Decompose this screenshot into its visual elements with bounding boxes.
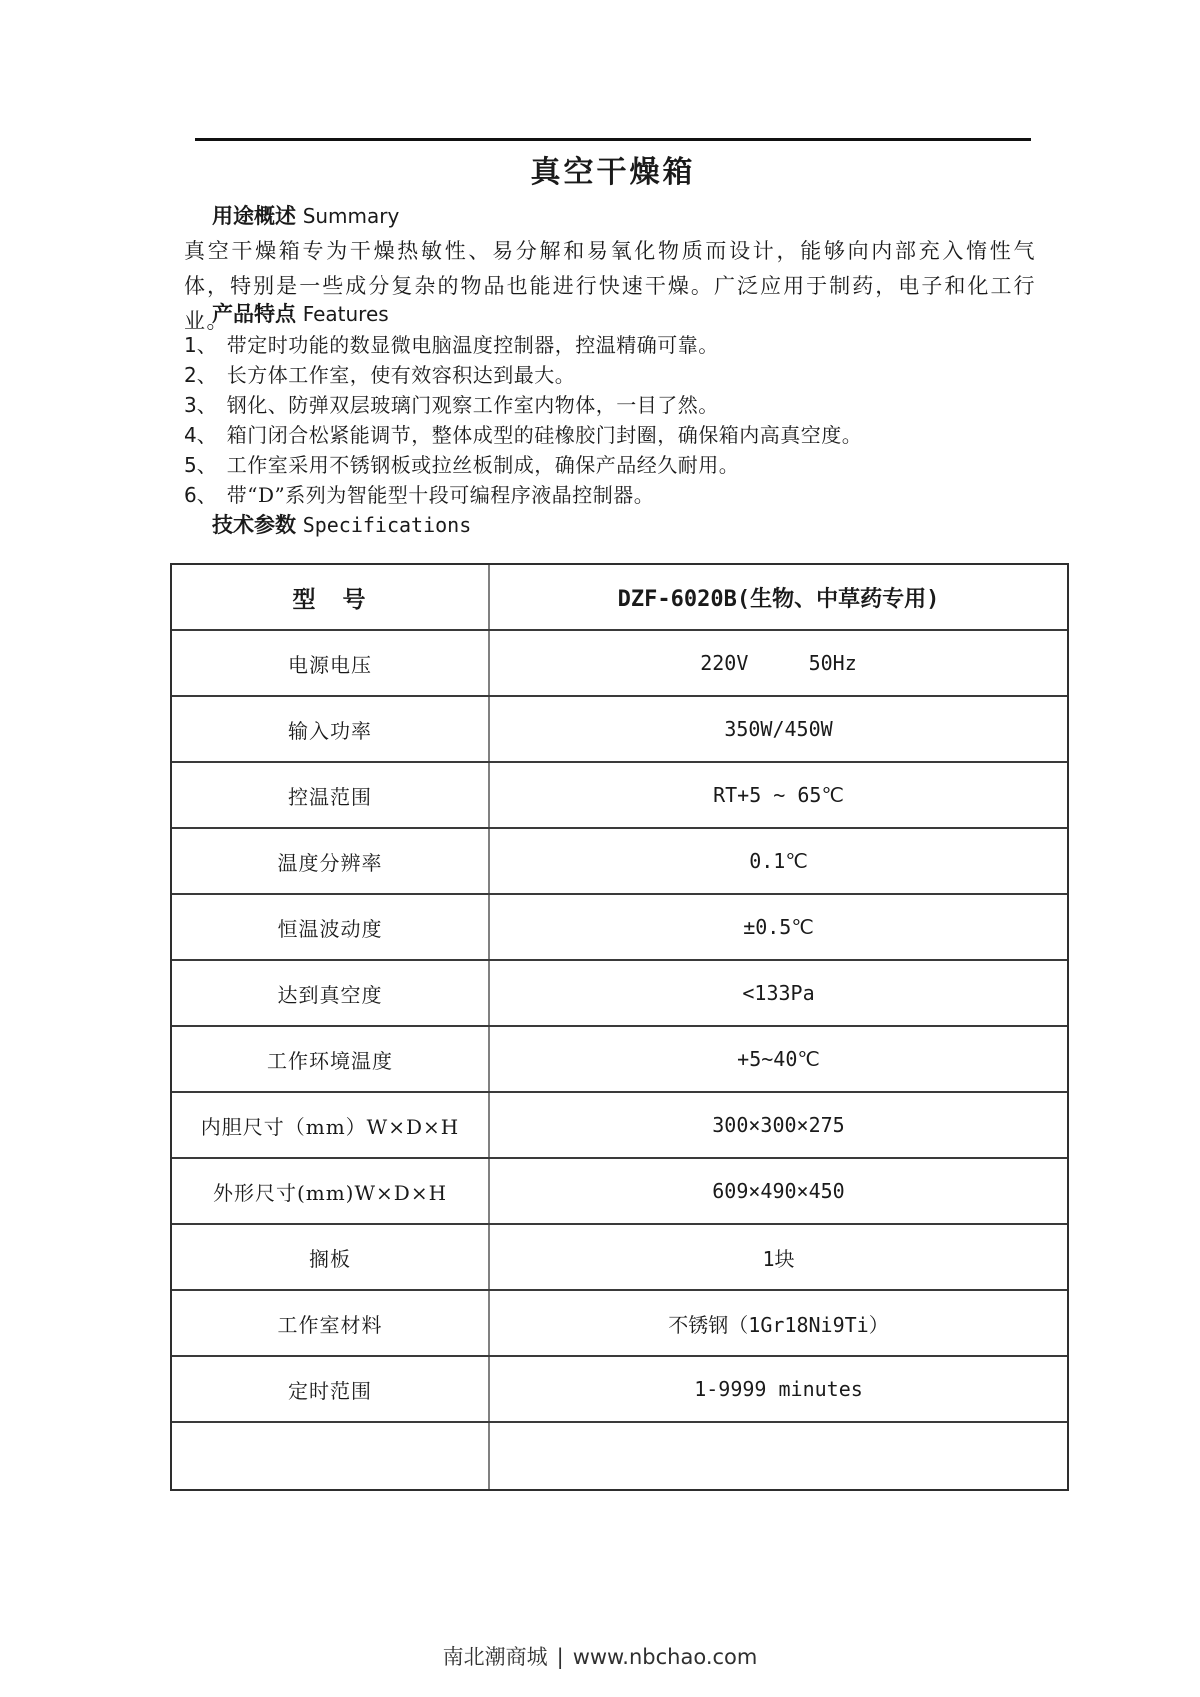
table-row — [172, 829, 1067, 895]
feature-item — [184, 360, 1050, 390]
feature-item-number: 4、 — [184, 423, 217, 447]
feature-list — [184, 330, 1050, 510]
table-row — [172, 763, 1067, 829]
spec-value: <133Pa — [742, 981, 815, 1005]
features-heading-en: Features — [302, 302, 389, 326]
table-row-empty — [172, 1423, 1067, 1489]
spec-value: 1-9999 minutes — [694, 1377, 863, 1401]
feature-item-text: 带定时功能的数显微电脑温度控制器，控温精确可靠。 — [226, 333, 719, 357]
spec-label: 输入功率 — [172, 697, 490, 761]
spec-value: 220V 50Hz — [700, 651, 857, 675]
spec-value: 不锈钢（1Gr18Ni9Ti） — [668, 1312, 889, 1337]
feature-item-text: 工作室采用不锈钢板或拉丝板制成，确保产品经久耐用。 — [226, 453, 740, 477]
specs-heading-zh: 技术参数 — [212, 512, 296, 537]
page-title: 真空干燥箱 — [530, 155, 696, 190]
spec-label: 控温范围 — [172, 763, 490, 827]
table-row — [172, 1027, 1067, 1093]
feature-item — [184, 420, 1050, 450]
spec-label: 内胆尺寸（mm）W×D×H — [172, 1093, 490, 1157]
footer-separator: | — [556, 1645, 564, 1669]
spec-label: 工作室材料 — [172, 1291, 490, 1355]
table-row — [172, 1093, 1067, 1159]
feature-item — [184, 480, 1050, 510]
specs-heading-en: Specifications — [302, 513, 472, 537]
spec-label: 搁板 — [172, 1225, 490, 1289]
spec-label: 达到真空度 — [172, 961, 490, 1025]
header-rule — [195, 138, 1031, 141]
page-footer — [0, 1641, 1200, 1671]
feature-item-text: 箱门闭合松紧能调节，整体成型的硅橡胶门封圈，确保箱内高真空度。 — [226, 423, 863, 447]
table-row — [172, 697, 1067, 763]
spec-label: 恒温波动度 — [172, 895, 490, 959]
feature-item-number: 6、 — [184, 483, 217, 507]
model-header-cell: 型 号 — [172, 565, 490, 629]
feature-item-number: 1、 — [184, 333, 217, 357]
feature-item-text: 钢化、防弹双层玻璃门观察工作室内物体，一目了然。 — [226, 393, 719, 417]
specifications-table — [170, 563, 1069, 1491]
summary-heading-en: Summary — [302, 204, 400, 228]
table-row — [172, 1357, 1067, 1423]
summary-paragraph: 真空干燥箱专为干燥热敏性、易分解和易氧化物质而设计，能够向内部充入惰性气体，特别是一些成分复杂的物品也能进行快速干燥。广泛应用于制药，电子和化工行业。 — [184, 239, 1036, 333]
spec-value: +5~40℃ — [737, 1047, 820, 1071]
features-heading-zh: 产品特点 — [212, 301, 296, 326]
spec-value: 609×490×450 — [712, 1179, 845, 1203]
feature-item-number: 3、 — [184, 393, 217, 417]
model-value-cell: DZF-6020B(生物、中草药专用) — [617, 586, 940, 612]
feature-item-text: 带“D”系列为智能型十段可编程序液晶控制器。 — [226, 483, 655, 507]
table-row — [172, 631, 1067, 697]
summary-heading-zh: 用途概述 — [212, 203, 296, 228]
spec-value: 0.1℃ — [749, 849, 808, 873]
spec-value: 300×300×275 — [712, 1113, 845, 1137]
spec-value: RT+5 ~ 65℃ — [713, 783, 844, 807]
feature-item — [184, 330, 1050, 360]
footer-site-name: 南北潮商城 — [442, 1645, 548, 1669]
table-row — [172, 895, 1067, 961]
section-heading-specifications — [212, 513, 471, 537]
footer-url: www.nbchao.com — [572, 1645, 758, 1669]
feature-item — [184, 450, 1050, 480]
spec-label: 温度分辨率 — [172, 829, 490, 893]
table-row — [172, 1159, 1067, 1225]
spec-label: 定时范围 — [172, 1357, 490, 1421]
table-row — [172, 961, 1067, 1027]
feature-item — [184, 390, 1050, 420]
spec-value — [490, 1423, 1067, 1489]
feature-item-text: 长方体工作室，使有效容积达到最大。 — [226, 363, 576, 387]
spec-label: 工作环境温度 — [172, 1027, 490, 1091]
spec-label: 外形尺寸(mm)W×D×H — [172, 1159, 490, 1223]
section-heading-features — [212, 302, 389, 326]
feature-item-number: 2、 — [184, 363, 217, 387]
table-row — [172, 1291, 1067, 1357]
spec-value: ±0.5℃ — [743, 915, 814, 939]
feature-item-number: 5、 — [184, 453, 217, 477]
spec-value: 350W/450W — [724, 717, 833, 741]
section-heading-summary — [212, 204, 399, 228]
spec-label — [172, 1423, 490, 1489]
spec-value: 1块 — [762, 1246, 795, 1271]
table-header-row — [172, 565, 1067, 631]
spec-label: 电源电压 — [172, 631, 490, 695]
table-row — [172, 1225, 1067, 1291]
